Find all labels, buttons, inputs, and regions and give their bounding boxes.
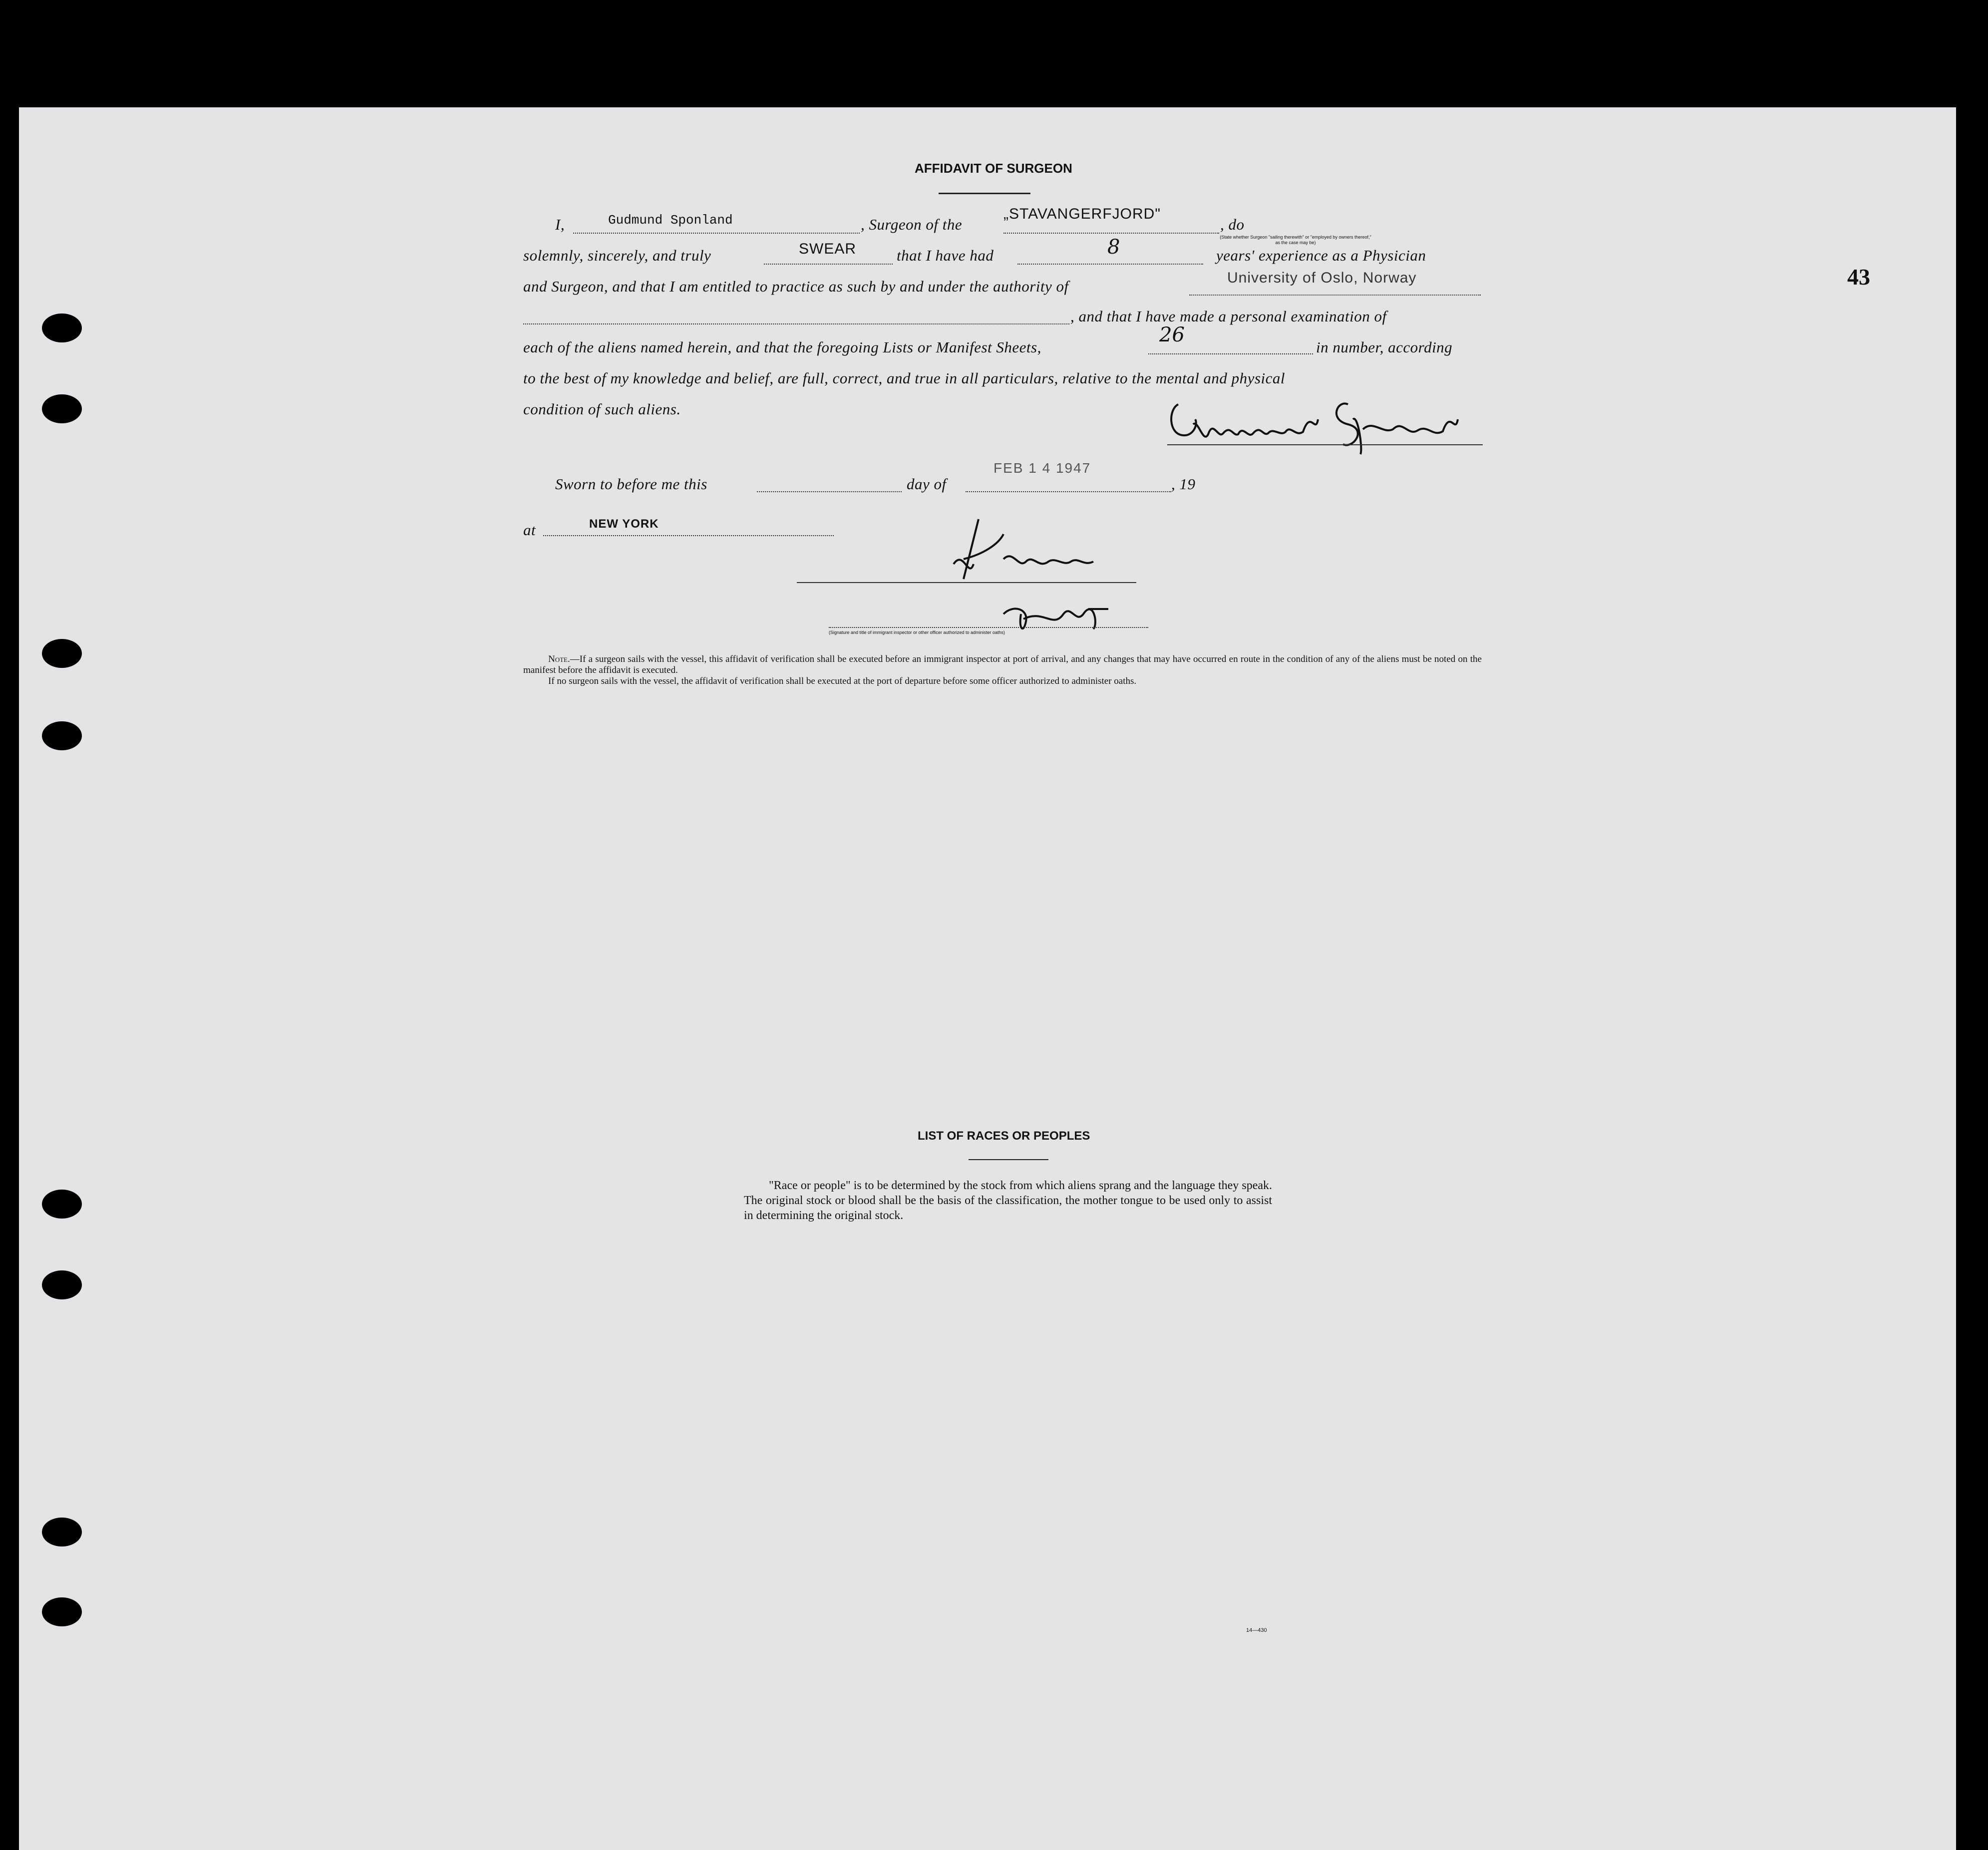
line2-suffix: years' experience as a Physician	[1216, 247, 1426, 264]
years-field	[1017, 264, 1203, 265]
punch-hole	[42, 1597, 82, 1626]
affidavit-title: AFFIDAVIT OF SURGEON	[915, 161, 1072, 176]
oath-value: SWEAR	[799, 241, 857, 257]
title-rule	[939, 193, 1030, 194]
document-page	[19, 107, 1956, 1850]
punch-hole	[42, 1190, 82, 1219]
oath-field	[764, 264, 893, 265]
sworn-mid: day of	[907, 475, 947, 493]
note-text-1: —If a surgeon sails with the vessel, this affidavit of verification shall be executed before an immigrant inspector at port of arrival, and any changes that may have occurred en route in the condition of any of the aliens must be noted on the manifest before the affidavit is executed.	[523, 654, 1482, 675]
inspector-signature	[944, 514, 1153, 639]
punch-hole	[42, 721, 82, 750]
surgeon-name-field	[573, 233, 860, 234]
page-number: 43	[1847, 264, 1870, 290]
sworn-suffix: , 19	[1171, 475, 1196, 493]
line5-suffix: in number, according	[1316, 338, 1453, 356]
line1-mid: , Surgeon of the	[861, 216, 963, 233]
authority-value: University of Oslo, Norway	[1227, 270, 1417, 286]
note-label: Note.	[548, 654, 570, 664]
sheets-field	[1148, 353, 1313, 354]
vessel-field	[1003, 233, 1219, 234]
surgeon-signature-line	[1167, 444, 1483, 445]
authority-field-continued	[523, 323, 1069, 324]
place-prefix: at	[523, 521, 536, 539]
line4-suffix: , and that I have made a personal examination of	[1070, 308, 1387, 325]
line3-prefix: and Surgeon, and that I am entitled to practice as such by and under the authority of	[523, 278, 1069, 295]
punch-hole	[42, 1518, 82, 1546]
vessel-note: (State whether Surgeon "sailing therewith" or "employed by owners thereof," as the case may be)	[1220, 235, 1371, 245]
races-title: LIST OF RACES OR PEOPLES	[918, 1129, 1090, 1143]
sworn-prefix: Sworn to before me this	[555, 475, 707, 493]
line1-suffix: , do	[1220, 216, 1245, 233]
years-value: 8	[1107, 236, 1120, 259]
place-value: NEW YORK	[589, 517, 659, 531]
line5-prefix: each of the aliens named herein, and that the foregoing Lists or Manifest Sheets,	[523, 338, 1041, 356]
line2-prefix: solemnly, sincerely, and truly	[523, 247, 711, 264]
line7: condition of such aliens.	[523, 400, 681, 418]
line1-prefix: I,	[555, 216, 565, 233]
sworn-month-field	[966, 491, 1171, 492]
affidavit-note	[523, 654, 1482, 687]
races-title-rule	[969, 1159, 1048, 1160]
place-field	[543, 535, 834, 536]
inspector-caption: (Signature and title of immigrant inspector or other officer authorized to administer oaths)	[829, 630, 1005, 635]
inspector-signature-line	[797, 582, 1136, 583]
authority-field	[1189, 295, 1481, 296]
vessel-name: „STAVANGERFJORD"	[1003, 206, 1161, 222]
sheets-value: 26	[1159, 323, 1185, 346]
form-number: 14—430	[1246, 1627, 1267, 1633]
date-stamp: FEB 1 4 1947	[994, 460, 1091, 476]
surgeon-name: Gudmund Sponland	[608, 213, 733, 228]
punch-hole	[42, 394, 82, 423]
inspector-title-line	[829, 627, 1148, 628]
line2-mid: that I have had	[897, 247, 994, 264]
punch-hole	[42, 313, 82, 342]
punch-hole	[42, 639, 82, 668]
sworn-day-field	[757, 491, 902, 492]
punch-hole	[42, 1270, 82, 1299]
races-intro: "Race or people" is to be determined by the stock from which aliens sprang and the language they speak. The original stock or blood shall be the basis of the classification, the mother tongue to be used only to assist in determining the original stock.	[744, 1179, 1272, 1222]
note-text-2: If no surgeon sails with the vessel, the affidavit of verification shall be executed at the port of departure before some officer authorized to administer oaths.	[548, 676, 1137, 686]
line6: to the best of my knowledge and belief, are full, correct, and true in all particulars, relative to the mental and physical	[523, 369, 1285, 387]
